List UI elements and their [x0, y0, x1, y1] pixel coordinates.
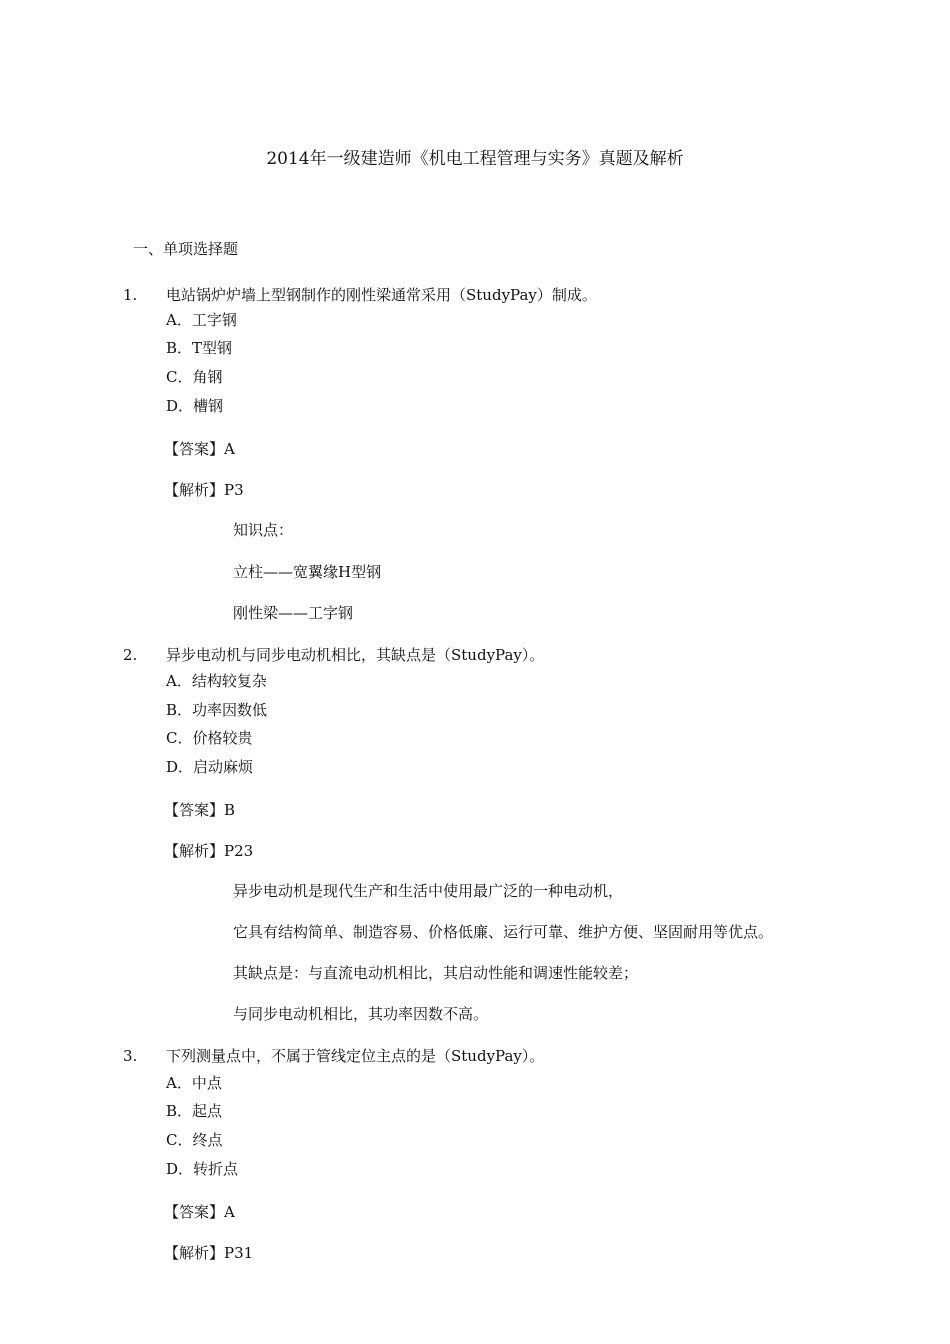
section-heading: 一、单项选择题	[133, 240, 239, 258]
option-c: C．终点	[166, 1131, 223, 1149]
question-number: 3.	[123, 1047, 138, 1065]
option-b: B．起点	[166, 1102, 223, 1120]
question-text: 异步电动机与同步电动机相比，其缺点是（StudyPay）。	[166, 646, 545, 664]
question-text: 下列测量点中，不属于管线定位主点的是（StudyPay）。	[166, 1047, 545, 1065]
analysis-note: 立柱——宽翼缘H型钢	[233, 563, 382, 581]
analysis-note: 其缺点是：与直流电动机相比，其启动性能和调速性能较差；	[233, 964, 639, 982]
question-number: 2.	[123, 646, 138, 664]
analysis-note: 知识点：	[233, 521, 294, 539]
analysis-label: 【解析】P23	[164, 842, 254, 860]
answer-label: 【答案】B	[164, 801, 236, 819]
option-b: B．功率因数低	[166, 701, 268, 719]
analysis-note: 与同步电动机相比，其功率因数不高。	[233, 1005, 489, 1023]
question-text: 电站锅炉炉墙上型钢制作的刚性梁通常采用（StudyPay）制成。	[166, 286, 597, 304]
option-b: B．T型钢	[166, 339, 233, 357]
option-a: A．结构较复杂	[166, 672, 267, 690]
document-title: 2014年一级建造师《机电工程管理与实务》真题及解析	[266, 149, 684, 169]
question-number: 1.	[123, 286, 138, 304]
option-d: D．转折点	[166, 1160, 239, 1178]
option-d: D．槽钢	[166, 397, 224, 415]
analysis-note: 刚性梁——工字钢	[233, 604, 354, 622]
option-c: C．角钢	[166, 368, 223, 386]
analysis-label: 【解析】P31	[164, 1244, 254, 1262]
analysis-label: 【解析】P3	[164, 481, 244, 499]
option-a: A．工字钢	[166, 311, 237, 329]
analysis-note: 它具有结构简单、制造容易、价格低廉、运行可靠、维护方便、坚固耐用等优点。	[233, 923, 774, 941]
analysis-note: 异步电动机是现代生产和生活中使用最广泛的一种电动机，	[233, 882, 624, 900]
option-a: A．中点	[166, 1074, 222, 1092]
answer-label: 【答案】A	[164, 1203, 235, 1221]
answer-label: 【答案】A	[164, 440, 235, 458]
option-c: C．价格较贵	[166, 729, 253, 747]
option-d: D．启动麻烦	[166, 758, 254, 776]
